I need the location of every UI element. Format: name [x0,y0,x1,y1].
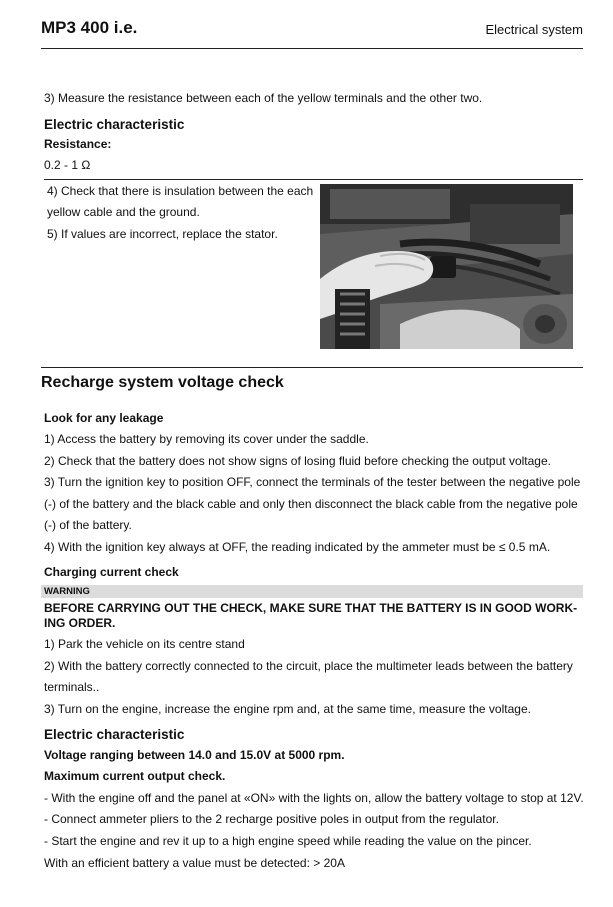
charging-step-2b: terminals.. [44,680,100,694]
charging-step-1: 1) Park the vehicle on its centre stand [44,637,245,651]
step-4-text-a: 4) Check that there is insulation between the each [47,184,314,198]
electric-characteristic-heading: Electric characteristic [44,117,185,132]
table-rule [44,179,583,180]
electric-characteristic-heading-2: Electric characteristic [44,727,185,742]
warning-text-b: ING ORDER. [44,616,116,630]
step-3-text: 3) Measure the resistance between each of the yellow terminals and the other two. [44,91,483,105]
leakage-step-3c: (-) of the battery. [44,518,132,532]
max-current-step-3: - Start the engine and rev it up to a high engine speed while reading the value on the pincer. [44,834,532,848]
leakage-heading: Look for any leakage [44,411,164,425]
max-current-step-1: - With the engine off and the panel at «ON» with the lights on, allow the battery voltage to stop at 12V. [44,791,584,805]
header-rule [41,48,583,49]
charging-heading: Charging current check [44,565,179,579]
leakage-step-3b: (-) of the battery and the black cable and only then disconnect the black cable from the negative pole [44,497,578,511]
resistance-value: 0.2 - 1 Ω [44,158,91,172]
leakage-step-1: 1) Access the battery by removing its cover under the saddle. [44,432,369,446]
warning-text-a: BEFORE CARRYING OUT THE CHECK, MAKE SURE THAT THE BATTERY IS IN GOOD WORK- [44,601,578,615]
resistance-label: Resistance: [44,137,112,151]
warning-bar [41,585,583,598]
voltage-range: Voltage ranging between 14.0 and 15.0V at 5000 rpm. [44,748,345,762]
charging-step-2a: 2) With the battery correctly connected to the circuit, place the multimeter leads between the battery [44,659,573,673]
manual-title: MP3 400 i.e. [41,18,138,37]
stator-connector-photo [320,184,573,349]
leakage-step-4: 4) With the ignition key always at OFF, the reading indicated by the ammeter must be ≤ 0.5 mA. [44,540,551,554]
leakage-step-3a: 3) Turn the ignition key to position OFF, connect the terminals of the tester between the negative pole [44,475,581,489]
section-title: Recharge system voltage check [41,374,284,391]
max-current-heading: Maximum current output check. [44,769,226,783]
section-rule [41,367,583,368]
warning-label: WARNING [44,586,90,597]
leakage-step-2: 2) Check that the battery does not show signs of losing fluid before checking the output voltage. [44,454,551,468]
max-current-step-2: - Connect ammeter pliers to the 2 recharge positive poles in output from the regulator. [44,812,499,826]
charging-step-3: 3) Turn on the engine, increase the engine rpm and, at the same time, measure the voltage. [44,702,531,716]
section-name: Electrical system [485,22,583,37]
step-4-text-b: yellow cable and the ground. [47,205,200,219]
step-5-text: 5) If values are incorrect, replace the stator. [47,227,278,241]
max-current-result: With an efficient battery a value must be detected: > 20A [44,856,345,870]
